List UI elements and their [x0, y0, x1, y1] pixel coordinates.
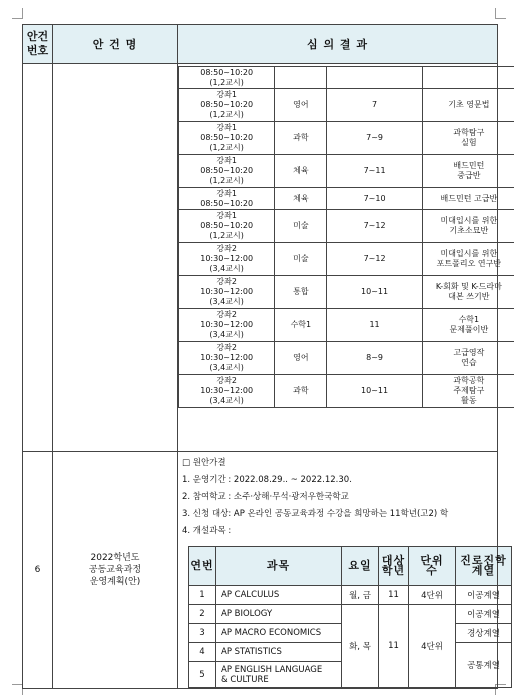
agenda-name-line-1: 2022학년도: [90, 553, 140, 563]
agenda-name-cell-empty: [53, 64, 178, 452]
schedule-grade: [327, 67, 422, 89]
header-review-result: 심 의 결 과: [178, 25, 498, 64]
schedule-time-line: 강좌1: [216, 156, 237, 165]
course-subject: [216, 662, 342, 688]
schedule-time-line: (3,4교시): [209, 363, 244, 372]
header-number-line-1: 안건: [26, 30, 49, 43]
career-header-line-1: 진로진학: [460, 554, 507, 567]
course-subject: AP CALCULUS: [216, 586, 342, 605]
schedule-time-line: 강좌2: [216, 376, 237, 385]
outline-block: [178, 452, 497, 543]
outline-line-target: 3. 신청 대상: AP 온라인 공동교육과정 수강을 희망하는 11학년(고2) 학: [182, 509, 449, 519]
schedule-course-line: 배드민턴: [453, 161, 485, 170]
schedule-time-line: 10:30~12:00: [200, 254, 254, 263]
schedule-course: [422, 188, 514, 210]
course-subject: AP STATISTICS: [216, 643, 342, 662]
course-unit-merged: 4단위: [409, 605, 456, 688]
course-career: 이공계열: [456, 605, 512, 624]
schedule-row: [179, 375, 514, 408]
schedule-time-line: 10:30~12:00: [200, 287, 254, 296]
schedule-row: [179, 243, 514, 276]
schedule-row: [179, 155, 514, 188]
schedule-time: [179, 67, 275, 89]
schedule-grade: 7~9: [327, 122, 422, 155]
schedule-row: [179, 188, 514, 210]
schedule-time-line: 강좌1: [216, 211, 237, 220]
header-number-line-2: 번호: [26, 44, 49, 57]
schedule-row: [179, 342, 514, 375]
schedule-grade: 10~11: [327, 276, 422, 309]
grade-header-line-1: 대상: [381, 554, 406, 567]
course-header-day: 요일: [342, 547, 379, 586]
schedule-time-line: 강좌2: [216, 310, 237, 319]
schedule-time: [179, 276, 275, 309]
schedule-time-line: 강좌1: [216, 123, 237, 132]
course-no: 3: [189, 624, 216, 643]
review-result-cell: [178, 452, 507, 689]
schedule-row: [179, 276, 514, 309]
schedule-course: [422, 155, 514, 188]
course-header-grade: [379, 547, 409, 586]
outline-line-courses: 4. 개설과목 :: [182, 526, 232, 536]
schedule-grade: 7~10: [327, 188, 422, 210]
course-day-merged: 화, 목: [342, 605, 379, 688]
crop-mark-top-right: [495, 8, 506, 19]
schedule-time: [179, 309, 275, 342]
schedule-time: [179, 342, 275, 375]
schedule-course: [422, 276, 514, 309]
course-no: 5: [189, 662, 216, 688]
schedule-subject: 과학: [275, 375, 327, 408]
grade-header-line-2: 학년: [381, 564, 406, 577]
schedule-table: [178, 66, 514, 408]
schedule-time-line: 강좌2: [216, 343, 237, 352]
schedule-time-line: 강좌1: [216, 90, 237, 99]
schedule-time-line: 08:50~10:20: [200, 67, 254, 77]
agenda-table: [22, 24, 507, 689]
schedule-time: [179, 155, 275, 188]
agenda-name-line-3: 운영계획(안): [89, 577, 141, 587]
schedule-time: [179, 188, 275, 210]
schedule-row: [179, 210, 514, 243]
schedule-time-line: (3,4교시): [209, 396, 244, 405]
header-agenda-name: 안 건 명: [53, 25, 178, 64]
course-career: 이공계열: [456, 586, 512, 605]
agenda-row-6: [23, 452, 498, 689]
agenda-name-line-2: 공동교육과정: [88, 565, 142, 575]
schedule-course: [422, 122, 514, 155]
schedule-course-line: 고급영작: [453, 348, 485, 357]
schedule-course: [422, 375, 514, 408]
schedule-time-line: (1,2교시): [209, 143, 244, 152]
schedule-row: [179, 309, 514, 342]
schedule-course-line: 연습: [461, 358, 477, 367]
schedule-row: [179, 89, 514, 122]
course-day: 월, 금: [342, 586, 379, 605]
schedule-subject: 미술: [275, 243, 327, 276]
schedule-grade: 10~11: [327, 375, 422, 408]
career-header-line-2: 계열: [471, 564, 496, 577]
schedule-time-line: 강좌2: [216, 277, 237, 286]
schedule-grade: 11: [327, 309, 422, 342]
schedule-course-line: 기초 영문법: [448, 100, 490, 109]
schedule-row: [179, 122, 514, 155]
header-agenda-number: [23, 25, 53, 64]
course-subject-line-1: AP ENGLISH LANGUAGE: [221, 664, 323, 675]
schedule-course: [422, 67, 514, 89]
schedule-time-line: 08:50~10:20: [200, 221, 254, 230]
schedule-course-line: 미대입시를 위한: [440, 249, 498, 258]
schedule-course-line: 미대입시를 위한: [440, 216, 498, 225]
schedule-time-line: 강좌1: [216, 188, 237, 198]
agenda-header-row: [23, 25, 498, 64]
schedule-time-line: 10:30~12:00: [200, 353, 254, 362]
agenda-number: 6: [23, 452, 53, 689]
agenda-number-cell-empty: [23, 64, 53, 452]
schedule-course-line: 주제탐구: [453, 386, 485, 395]
schedule-course: [422, 342, 514, 375]
schedule-time-line: 08:50~10:20: [200, 166, 254, 175]
schedule-subject: 체육: [275, 188, 327, 210]
schedule-time-line: (3,4교시): [209, 330, 244, 339]
course-header-subject: 과목: [216, 547, 342, 586]
course-header-no: 연번: [189, 547, 216, 586]
schedule-course-line: 실험: [461, 138, 477, 147]
schedule-subject: 과학: [275, 122, 327, 155]
schedule-time-line: 10:30~12:00: [200, 320, 254, 329]
schedule-time-line: 08:50~10:20: [200, 198, 254, 208]
schedule-course-line: 포트폴리오 연구반: [436, 259, 502, 268]
course-grade: 11: [379, 586, 409, 605]
schedule-subject: 체육: [275, 155, 327, 188]
schedule-time: [179, 210, 275, 243]
outline-line-period: 1. 운영기간 : 2022.08.29.. ~ 2022.12.30.: [182, 475, 352, 485]
schedule-grade: 7~12: [327, 210, 422, 243]
schedule-time: [179, 375, 275, 408]
agenda-row-continued: [23, 64, 498, 452]
schedule-course-line: 과학탐구: [453, 128, 485, 137]
schedule-grade: 7: [327, 89, 422, 122]
unit-header-line-1: 단위: [420, 554, 444, 567]
course-career: 경상계열: [456, 624, 512, 643]
schedule-course-line: 배드민턴 고급반: [440, 193, 498, 203]
course-no: 1: [189, 586, 216, 605]
schedule-time-line: (3,4교시): [209, 297, 244, 306]
schedule-time: [179, 122, 275, 155]
schedule-time: [179, 243, 275, 276]
course-row-1: [189, 586, 512, 605]
schedule-time-line: (1,2교시): [209, 176, 244, 185]
course-table: [188, 546, 512, 688]
schedule-subject: 통합: [275, 276, 327, 309]
schedule-grade: 7~12: [327, 243, 422, 276]
schedule-course-line: 문제풀이반: [449, 325, 489, 334]
schedule-course: [422, 309, 514, 342]
schedule-time-line: 08:50~10:20: [200, 100, 254, 109]
schedule-time-line: 08:50~10:20: [200, 133, 254, 142]
course-row-2: [189, 605, 512, 624]
schedule-time-line: (3,4교시): [209, 264, 244, 273]
schedule-subject: 수학1: [275, 309, 327, 342]
schedule-course: [422, 210, 514, 243]
course-subject-line-2: & CULTURE: [221, 674, 269, 685]
course-career-merged: 공통계열: [456, 643, 512, 688]
schedule-course: [422, 243, 514, 276]
course-grade-merged: 11: [379, 605, 409, 688]
schedule-course-line: 대본 쓰기반: [448, 292, 490, 301]
course-no: 4: [189, 643, 216, 662]
agenda-name: [53, 452, 178, 689]
schedule-course-line: 활동: [461, 396, 477, 405]
course-subject: AP MACRO ECONOMICS: [216, 624, 342, 643]
approval-title: □ 원안가결: [182, 458, 226, 468]
schedule-course-line: 과학공학: [453, 376, 485, 385]
schedule-grade: 8~9: [327, 342, 422, 375]
course-subject: AP BIOLOGY: [216, 605, 342, 624]
schedule-subject: 영어: [275, 342, 327, 375]
course-header-career: [456, 547, 512, 586]
schedule-time-line: 10:30~12:00: [200, 386, 254, 395]
crop-mark-top-left: [12, 8, 23, 19]
schedule-course-line: 수학1: [458, 315, 480, 324]
schedule-course-line: 중급반: [457, 171, 481, 180]
schedule-course-line: K-회화 및 K-드라마: [435, 282, 502, 291]
schedule-subject: 미술: [275, 210, 327, 243]
schedule-time-line: (1,2교시): [209, 231, 244, 240]
schedule-grade: 7~11: [327, 155, 422, 188]
schedule-subject: 영어: [275, 89, 327, 122]
course-no: 2: [189, 605, 216, 624]
schedule-course: [422, 89, 514, 122]
schedule-time-line: (1,2교시): [209, 110, 244, 119]
schedule-cell: [178, 64, 502, 452]
schedule-time-line: (1,2교시): [209, 77, 244, 87]
schedule-course-line: 기초소묘반: [449, 226, 489, 235]
course-header-row: [189, 547, 512, 586]
schedule-row: [179, 67, 514, 89]
course-header-unit: [409, 547, 456, 586]
schedule-subject: [275, 67, 327, 89]
course-unit: 4단위: [409, 586, 456, 605]
schedule-time: [179, 89, 275, 122]
outline-line-schools: 2. 참여학교 : 소주·상해·무석·광저우한국학교: [182, 492, 349, 502]
schedule-time-line: 강좌2: [216, 244, 237, 253]
unit-header-line-2: 수: [426, 564, 438, 577]
